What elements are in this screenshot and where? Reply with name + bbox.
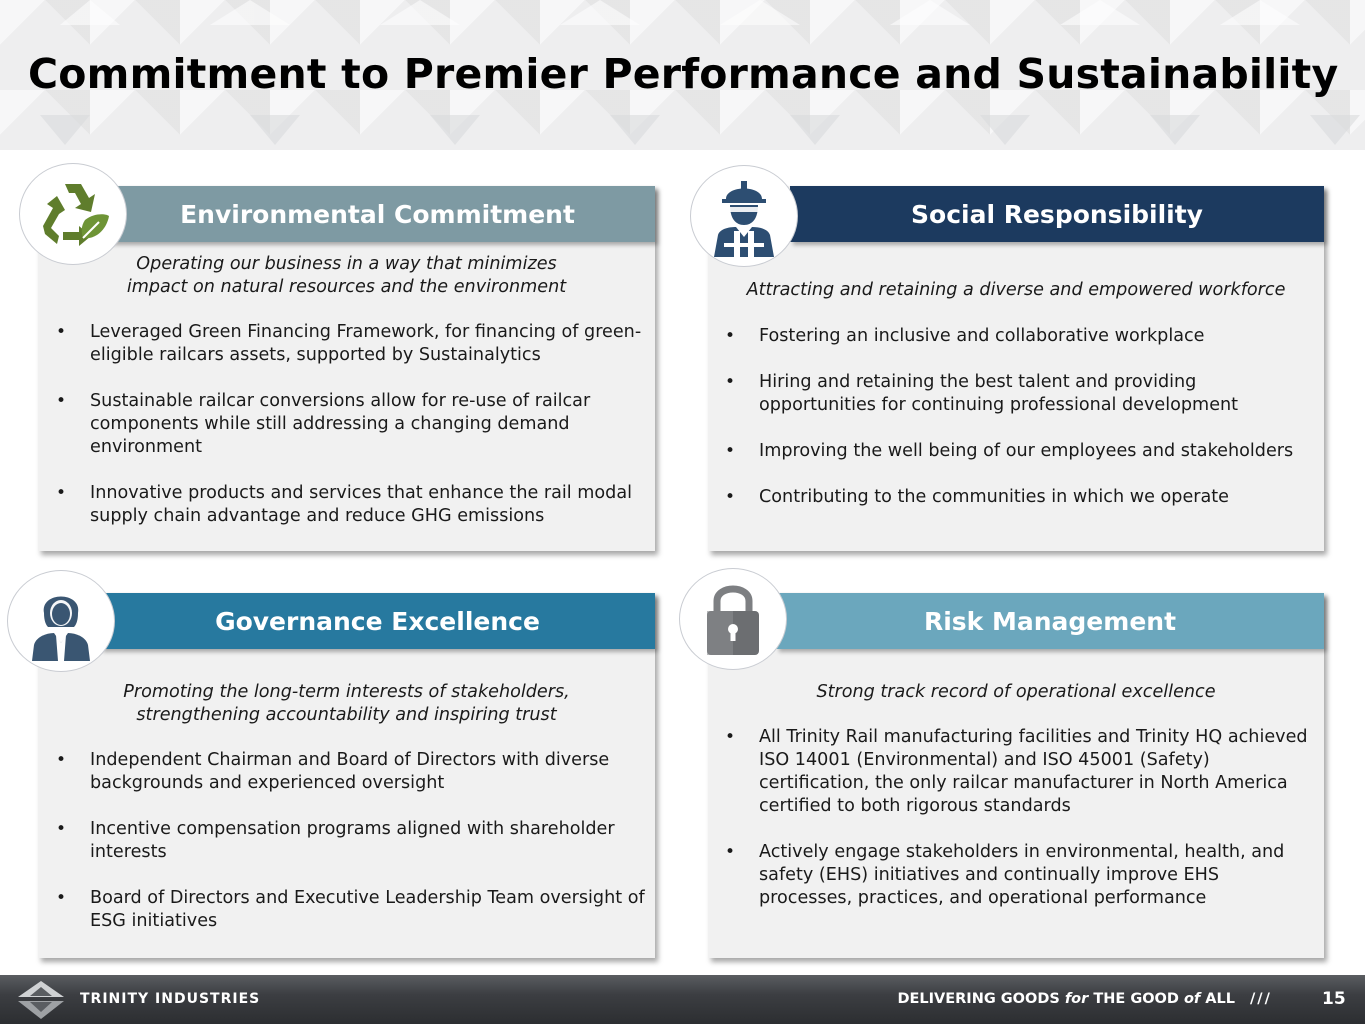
businesswoman-icon [26, 581, 96, 661]
bullet-dot: • [56, 483, 67, 503]
governance-intro [38, 681, 655, 727]
list-item: • Contributing to the communities in which we operate [725, 487, 1230, 507]
environmental-intro-line2: impact on natural resources and the environment [126, 277, 567, 297]
environmental-bullet-list [56, 321, 645, 551]
bullet-dot: • [725, 727, 736, 747]
recycle-leaf-icon [35, 176, 111, 252]
list-item: • Leveraged Green Financing Framework, for financing of green-eligible railcars assets, supported by Sustainalytics [56, 322, 642, 365]
page-number: 15 [1322, 989, 1346, 1009]
bullet-dot: • [725, 487, 736, 507]
bullet-dot: • [56, 819, 67, 839]
brand-name: TRINITY INDUSTRIES [80, 991, 261, 1007]
governance-intro-line2: strengthening accountability and inspiring trust [136, 705, 557, 725]
list-item: • Incentive compensation programs aligned with shareholder interests [56, 819, 615, 862]
risk-heading: Risk Management [776, 593, 1324, 649]
risk-intro: Strong track record of operational excellence [816, 682, 1216, 702]
bullet-dot: • [725, 326, 736, 346]
footer-bar [0, 975, 1365, 1024]
governance-intro-line1: Promoting the long-term interests of stakeholders, [123, 682, 570, 702]
environmental-intro-line1: Operating our business in a way that minimizes [136, 254, 557, 274]
list-item: • Hiring and retaining the best talent and providing opportunities for continuing professional development [725, 372, 1239, 415]
bullet-dot: • [725, 372, 736, 392]
footer-separator: /// [1250, 991, 1272, 1007]
social-intro: Attracting and retaining a diverse and empowered workforce [746, 280, 1286, 300]
risk-icon-circle [679, 568, 787, 670]
bullet-dot: • [725, 441, 736, 461]
list-item: • Fostering an inclusive and collaborative workplace [725, 326, 1205, 346]
social-icon-circle [690, 165, 798, 267]
bullet-dot: • [56, 750, 67, 770]
environmental-intro [38, 253, 655, 299]
risk-bullet-list [725, 726, 1314, 933]
list-item: • Sustainable railcar conversions allow for re-use of railcar components while still addressing a changing demand environment [56, 391, 591, 457]
bullet-dot: • [56, 888, 67, 908]
padlock-icon [703, 581, 763, 657]
bullet-dot: • [56, 322, 67, 342]
governance-icon-circle [7, 570, 115, 672]
bullet-dot: • [56, 391, 67, 411]
list-item: • All Trinity Rail manufacturing facilities and Trinity HQ achieved ISO 14001 (Environmental) and ISO 45001 (Safety) certification, the only railcar manufacturer in North America certified to both rigorous standards [725, 727, 1308, 816]
governance-heading: Governance Excellence [100, 593, 655, 649]
social-bullet-list [725, 325, 1314, 532]
trinity-triangle-logo [14, 979, 68, 1021]
list-item: • Independent Chairman and Board of Directors with diverse backgrounds and experienced oversight [56, 750, 610, 793]
governance-bullet-list [56, 749, 645, 956]
list-item: • Board of Directors and Executive Leadership Team oversight of ESG initiatives [56, 888, 645, 931]
worker-hardhat-icon [704, 175, 784, 257]
footer-tagline: DELIVERING GOODS for THE GOOD of ALL [897, 991, 1235, 1007]
bullet-dot: • [725, 842, 736, 862]
social-heading: Social Responsibility [790, 186, 1324, 242]
environmental-icon-circle [19, 163, 127, 265]
list-item: • Innovative products and services that enhance the rail modal supply chain advantage and reduce GHG emissions [56, 483, 633, 526]
list-item: • Actively engage stakeholders in environmental, health, and safety (EHS) initiatives and continually improve EHS processes, practices, and operational performance [725, 842, 1285, 908]
list-item: • Improving the well being of our employees and stakeholders [725, 441, 1294, 461]
header-band [0, 0, 1365, 150]
page-title: Commitment to Premier Performance and Sustainability [28, 50, 1339, 98]
environmental-heading: Environmental Commitment [100, 186, 655, 242]
